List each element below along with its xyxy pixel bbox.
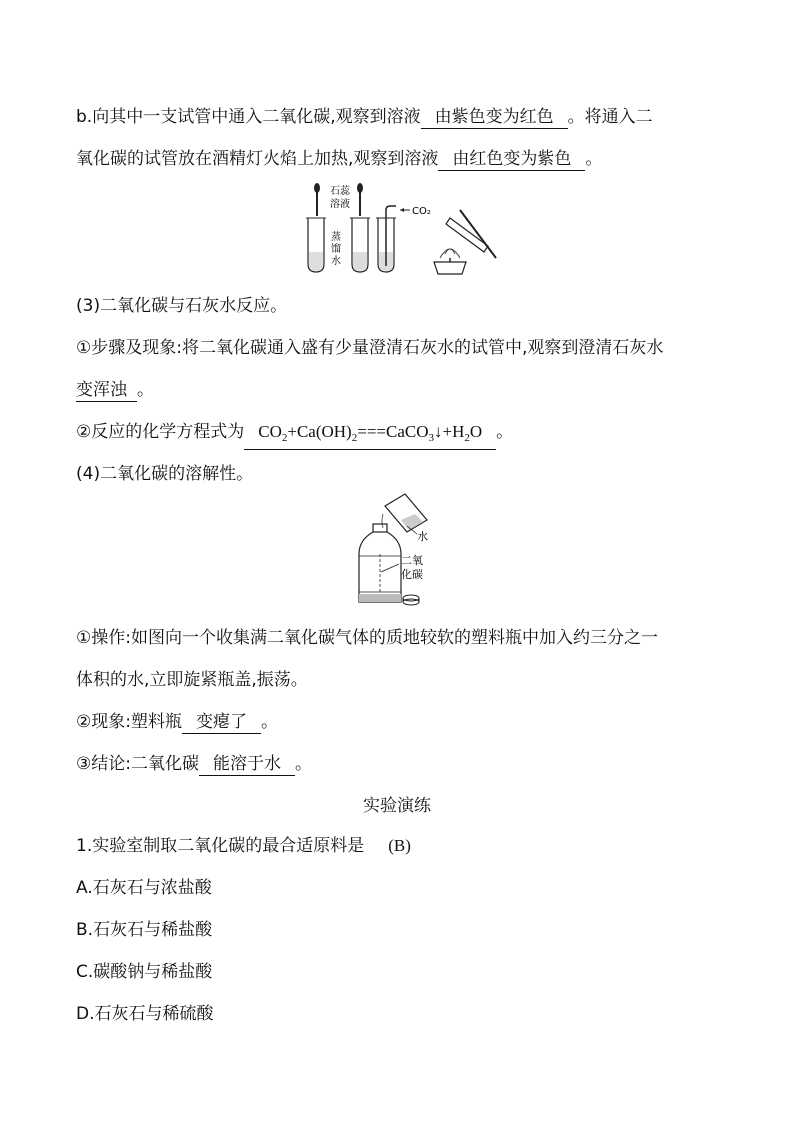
test-tube-icon	[306, 218, 326, 272]
option-text: B.石灰石与稀盐酸	[76, 920, 213, 940]
option-text: D.石灰石与稀硫酸	[76, 1004, 214, 1024]
equation-subscript: 3	[428, 432, 434, 444]
option-item	[76, 918, 212, 942]
equation-part: CO	[258, 422, 282, 441]
option-item	[76, 876, 212, 900]
dropper-icon	[314, 183, 320, 216]
section-heading	[76, 462, 253, 486]
litmus-label: 溶液	[330, 199, 350, 210]
sentence-text: 。将通入二	[567, 107, 653, 127]
sentence-text: 。	[294, 754, 312, 774]
equation-subscript: 2	[351, 432, 358, 444]
sentence-text: ①操作:如图向一个收集满二氧化碳气体的质地较软的塑料瓶中加入约三分之一	[76, 628, 658, 648]
title-text: 实验演练	[363, 796, 431, 816]
equation-subscript: 2	[281, 432, 288, 444]
water-label: 水	[417, 530, 428, 543]
text-line	[76, 626, 658, 650]
text-line	[76, 378, 154, 402]
water-stream-icon	[382, 514, 383, 528]
section-heading	[76, 294, 287, 318]
test-tube-icon	[376, 206, 396, 272]
co2-label: CO₂	[412, 206, 431, 217]
question-line	[76, 834, 411, 858]
sentence-text: b.向其中一支试管中通入二氧化碳,观察到溶液	[76, 107, 421, 127]
equation-part: ↓+H	[434, 422, 465, 441]
option-text: C.碳酸钠与稀盐酸	[76, 962, 213, 982]
answer-blank: 能溶于水	[199, 753, 295, 776]
beaker-icon	[385, 494, 427, 532]
option-item	[76, 1002, 214, 1026]
water-label: 馏	[331, 244, 341, 255]
text-line	[76, 752, 312, 776]
text-line	[76, 336, 663, 360]
equation-part: ===CaCO	[357, 422, 429, 441]
equation-part: O	[469, 422, 483, 441]
answer-blank: 由紫色变为红色	[421, 106, 568, 129]
text-line	[76, 105, 653, 129]
answer-blank: 由红色变为紫色	[438, 148, 585, 171]
alcohol-lamp-icon	[434, 249, 466, 274]
equation-subscript: 2	[464, 432, 470, 444]
co2-label: 二氧	[401, 554, 423, 567]
text-line	[76, 710, 278, 734]
sentence-text: ③结论:二氧化碳	[76, 754, 199, 774]
option-text: A.石灰石与浓盐酸	[76, 878, 212, 898]
answer-blank: 变浑浊	[76, 379, 137, 402]
water-label: 水	[331, 256, 341, 267]
sentence-text: ②反应的化学方程式为	[76, 422, 245, 442]
equation-part: +Ca(OH)	[287, 422, 352, 441]
section-title	[0, 794, 794, 818]
arrow-icon	[400, 208, 404, 212]
text-line	[76, 668, 308, 692]
sentence-text: ①步骤及现象:将二氧化碳通入盛有少量澄清石灰水的试管中,观察到澄清石灰水	[76, 338, 664, 358]
heading-text: (3)二氧化碳与石灰水反应。	[76, 296, 288, 316]
text-line	[76, 147, 602, 171]
litmus-experiment-figure	[300, 180, 500, 276]
equation-answer	[244, 421, 496, 450]
plastic-bottle-icon	[359, 524, 401, 602]
sentence-text: 。	[260, 712, 278, 732]
heading-text: (4)二氧化碳的溶解性。	[76, 464, 254, 484]
sentence-text: 。	[496, 422, 514, 442]
sentence-text: 。	[137, 380, 154, 400]
sentence-text: 氧化碳的试管放在酒精灯火焰上加热,观察到溶液	[76, 149, 439, 169]
test-tube-icon	[350, 218, 370, 272]
question-answer: (B)	[388, 836, 411, 855]
text-line	[76, 420, 513, 450]
sentence-text: ②现象:塑料瓶	[76, 712, 182, 732]
dropper-icon	[357, 183, 363, 216]
litmus-label: 石蕊	[330, 186, 350, 197]
water-label: 蒸	[331, 232, 341, 243]
question-text: 1.实验室制取二氧化碳的最合适原料是	[76, 836, 365, 856]
sentence-text: 。	[585, 149, 603, 169]
answer-blank: 变瘪了	[182, 711, 261, 734]
option-item	[76, 960, 212, 984]
sentence-text: 体积的水,立即旋紧瓶盖,振荡。	[76, 670, 308, 690]
bottle-experiment-figure	[345, 492, 455, 610]
co2-label: 化碳	[401, 568, 423, 581]
